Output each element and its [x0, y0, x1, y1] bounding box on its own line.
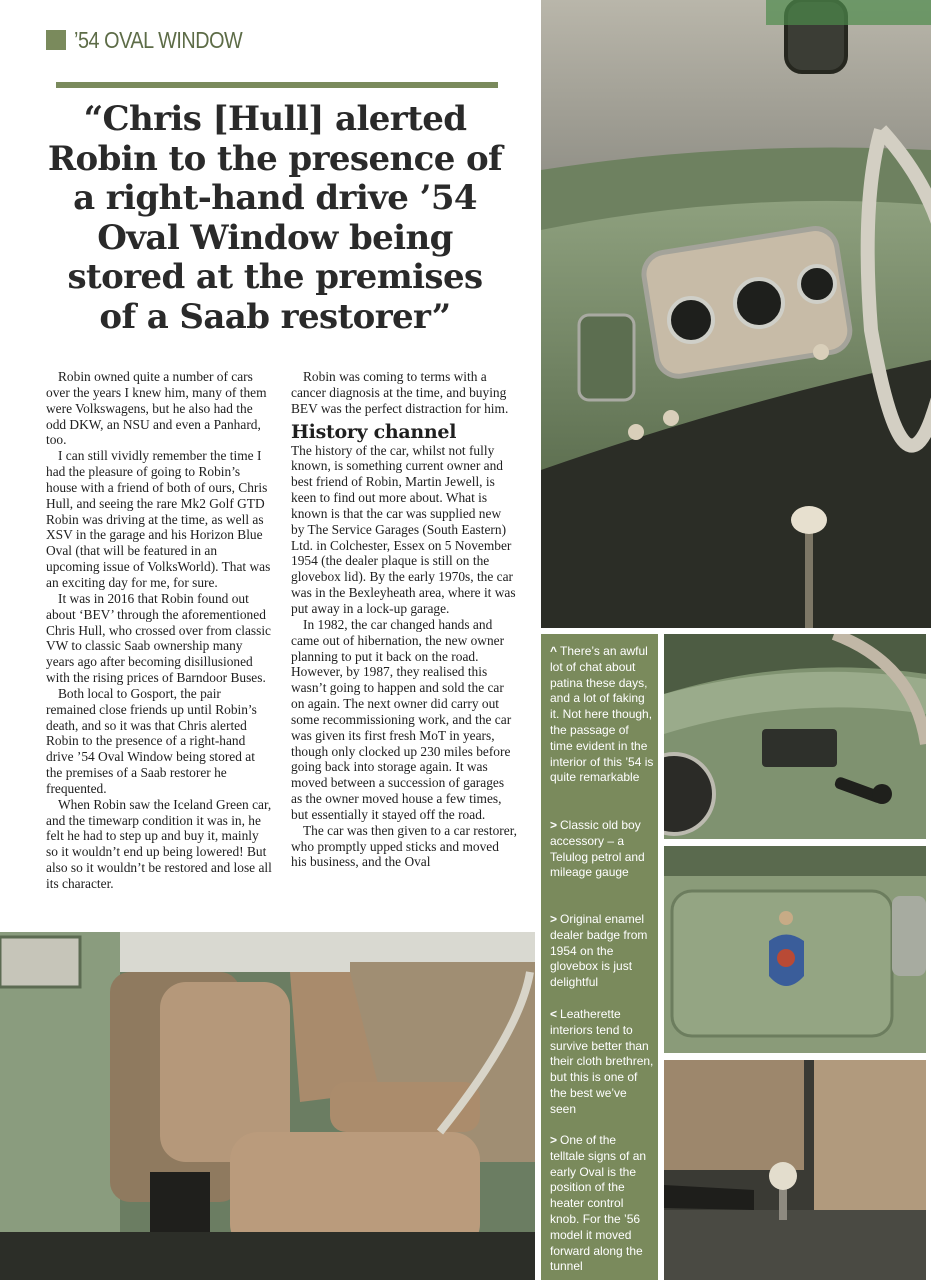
pull-quote-line: Robin to the presence of [47, 138, 503, 179]
caption-arrow-right-icon: > [550, 912, 558, 926]
caption-text: One of the telltale signs of an early Oval is the position of the heater control knob. For the ’56 model it moved forward along the tunnel [550, 1133, 647, 1274]
caption-arrow-right-icon: > [550, 818, 558, 832]
paragraph: The car was then given to a car restorer, who promptly upped sticks and moved his business, and the Oval [291, 822, 517, 870]
caption [550, 818, 654, 881]
pull-quote-line: of a Saab restorer” [99, 296, 451, 337]
paragraph: It was in 2016 that Robin found out about ‘BEV’ through the aforementioned Chris Hull, who crossed over from classic VW to classic Saab ownership many years ago after becoming disillusioned with the rising prices of Barndoor Buses. [46, 590, 271, 686]
pull-quote-line: stored at the premises [67, 257, 483, 297]
paragraph: Robin owned quite a number of cars over the years I knew him, many of them were Volkswagens, but he also had the odd DKW, an NSU and even a Panhard, too. [46, 369, 267, 448]
caption-arrow-up-icon: ^ [550, 644, 558, 658]
paragraph: Both local to Gosport, the pair remained close friends up until Robin’s death, and so it was that Chris alerted Robin to the presence of a right-hand drive ’54 Oval Window being stored at the premises of a Saab restorer he frequented. [46, 685, 257, 796]
paragraph: I can still vividly remember the time I had the pleasure of going to Robin’s house with a friend of both of ours, Chris Hull, and seeing the rare Mk2 Golf GTD Robin was driving at the time, as well as XSV in the garage and his Horizon Blue Oval (that will be featured in an upcoming issue of VolksWorld). That was an exciting day for me, for sure. [46, 448, 271, 590]
paragraph: In 1982, the car changed hands and came out of hibernation, the new owner planning to put it back on the road. However, by 1987, they realised this wasn’t going to happen and sold the car on again. The next owner did carry out some recommissioning work, and the car was given its first fresh MoT in years, though only clocked up 230 miles before going back into storage again. It was moved between a succession of garages as the owner moved house a few times, but essentially it stayed off the road. [291, 616, 512, 822]
body-column-1 [46, 369, 272, 892]
caption [550, 912, 654, 991]
caption-text: There’s an awful lot of chat about patina these days, and a lot of faking it. Not here though, the passage of time evident in the interior of this ’54 is quite remarkable [550, 644, 654, 785]
pull-quote-line: Oval Window being [97, 217, 453, 258]
caption-arrow-right-icon: > [550, 1133, 558, 1147]
pull-quote [40, 100, 510, 337]
caption-text: Leatherette interiors tend to survive better than their cloth brethren, but this is one of the best we’ve seen [550, 1007, 654, 1116]
section-square-icon [46, 30, 66, 50]
caption [550, 644, 654, 786]
body-column-2 [291, 369, 517, 870]
dashboard-photo [541, 0, 931, 628]
interior-seats-photo [0, 932, 535, 1280]
quote-rule [56, 82, 498, 88]
pull-quote-line: “Chris [Hull] alerted [83, 99, 467, 139]
paragraph: Robin was coming to terms with a cancer diagnosis at the time, and buying BEV was the perfect distraction for him. [291, 369, 509, 416]
pull-quote-line: a right-hand drive ’54 [73, 178, 477, 218]
caption-text: Classic old boy accessory – a Telulog petrol and mileage gauge [550, 818, 645, 880]
paragraph: The history of the car, whilst not fully known, is something current owner and best friend of Robin, Martin Jewell, is keen to find out more about. What is known is that the car was supplied new by The Service Garages (South Eastern) Ltd. in Colchester, Essex on 5 November 1954 (the dealer plaque is still on the glovebox lid). By the early 1970s, the car was in the Bexleyheath area, where it was put away in a lock-up garage. [291, 442, 516, 616]
caption-arrow-left-icon: < [550, 1007, 558, 1021]
telulog-gauge-photo [664, 634, 926, 839]
caption-text: Original enamel dealer badge from 1954 on the glovebox is just delightful [550, 912, 648, 990]
captions-panel [541, 634, 658, 1280]
subheading: History channel [291, 420, 457, 443]
section-tag [46, 28, 270, 52]
paragraph: When Robin saw the Iceland Green car, and the timewarp condition it was in, he felt he had to step up and buy it, mainly so it wouldn’t end up being lowered! But also so it wouldn’t be restored and lose all its character. [46, 796, 272, 891]
caption [550, 1133, 654, 1275]
seat-heater-knob-photo [664, 1060, 926, 1280]
caption [550, 1007, 654, 1118]
section-label: ’54 OVAL WINDOW [74, 26, 243, 53]
glovebox-badge-photo [664, 846, 926, 1053]
